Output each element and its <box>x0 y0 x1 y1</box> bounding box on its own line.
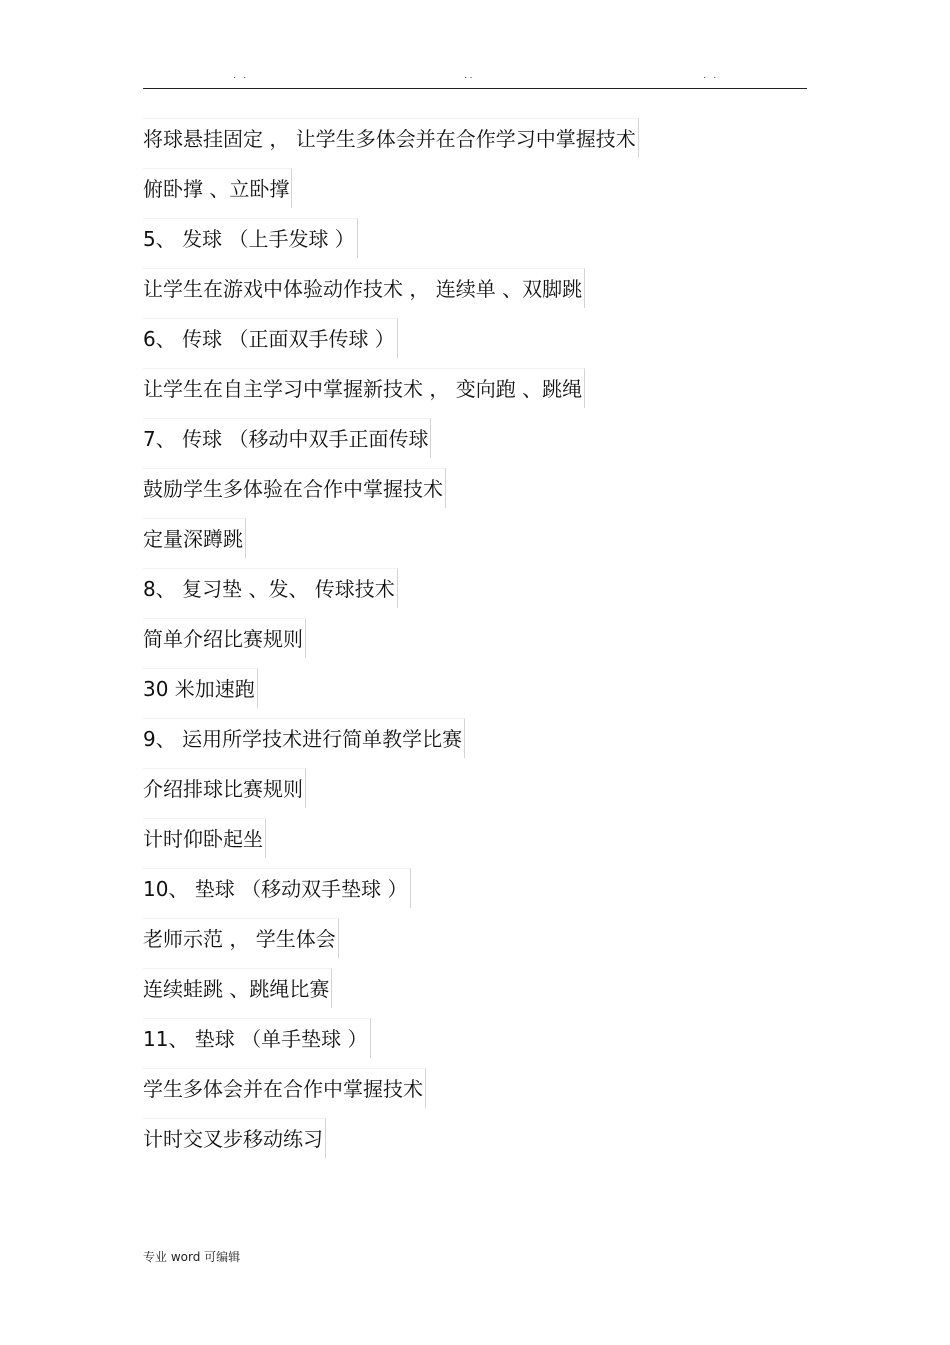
text-line: 简单介绍比赛规则 <box>143 618 306 658</box>
page-footer: 专业 word 可编辑 <box>143 1250 241 1264</box>
text-line: 定量深蹲跳 <box>143 518 246 558</box>
text-line: 10、 垫球 （移动双手垫球 ） <box>143 868 411 908</box>
text-line: 老师示范 ， 学生体会 <box>143 918 339 958</box>
text-line: 学生多体会并在合作中掌握技术 <box>143 1068 426 1108</box>
header-rule <box>143 88 807 89</box>
text-line: 7、 传球 （移动中双手正面传球 <box>143 418 431 458</box>
header-mark-left: · · <box>233 72 249 83</box>
text-line: 介绍排球比赛规则 <box>143 768 306 808</box>
text-line: 让学生在游戏中体验动作技术 ， 连续单 、双脚跳 <box>143 268 585 308</box>
text-line: 连续蛙跳 、跳绳比赛 <box>143 968 332 1008</box>
text-line: 11、 垫球 （单手垫球 ） <box>143 1018 371 1058</box>
text-line: 让学生在自主学习中掌握新技术 ， 变向跑 、跳绳 <box>143 368 585 408</box>
text-line: 将球悬挂固定 ， 让学生多体会并在合作学习中掌握技术 <box>143 118 639 158</box>
header-mark-right: · · <box>703 72 719 83</box>
text-line: 5、 发球 （上手发球 ） <box>143 218 358 258</box>
text-line: 鼓励学生多体验在合作中掌握技术 <box>143 468 446 508</box>
text-line: 俯卧撑 、立卧撑 <box>143 168 292 208</box>
header-mark-center: ·· <box>464 72 475 83</box>
text-line: 计时交叉步移动练习 <box>143 1118 326 1158</box>
text-line: 9、 运用所学技术进行简单教学比赛 <box>143 718 465 758</box>
text-line: 8、 复习垫 、发、 传球技术 <box>143 568 398 608</box>
text-line: 计时仰卧起坐 <box>143 818 266 858</box>
text-line: 30 米加速跑 <box>143 668 258 708</box>
text-line: 6、 传球 （正面双手传球 ） <box>143 318 398 358</box>
